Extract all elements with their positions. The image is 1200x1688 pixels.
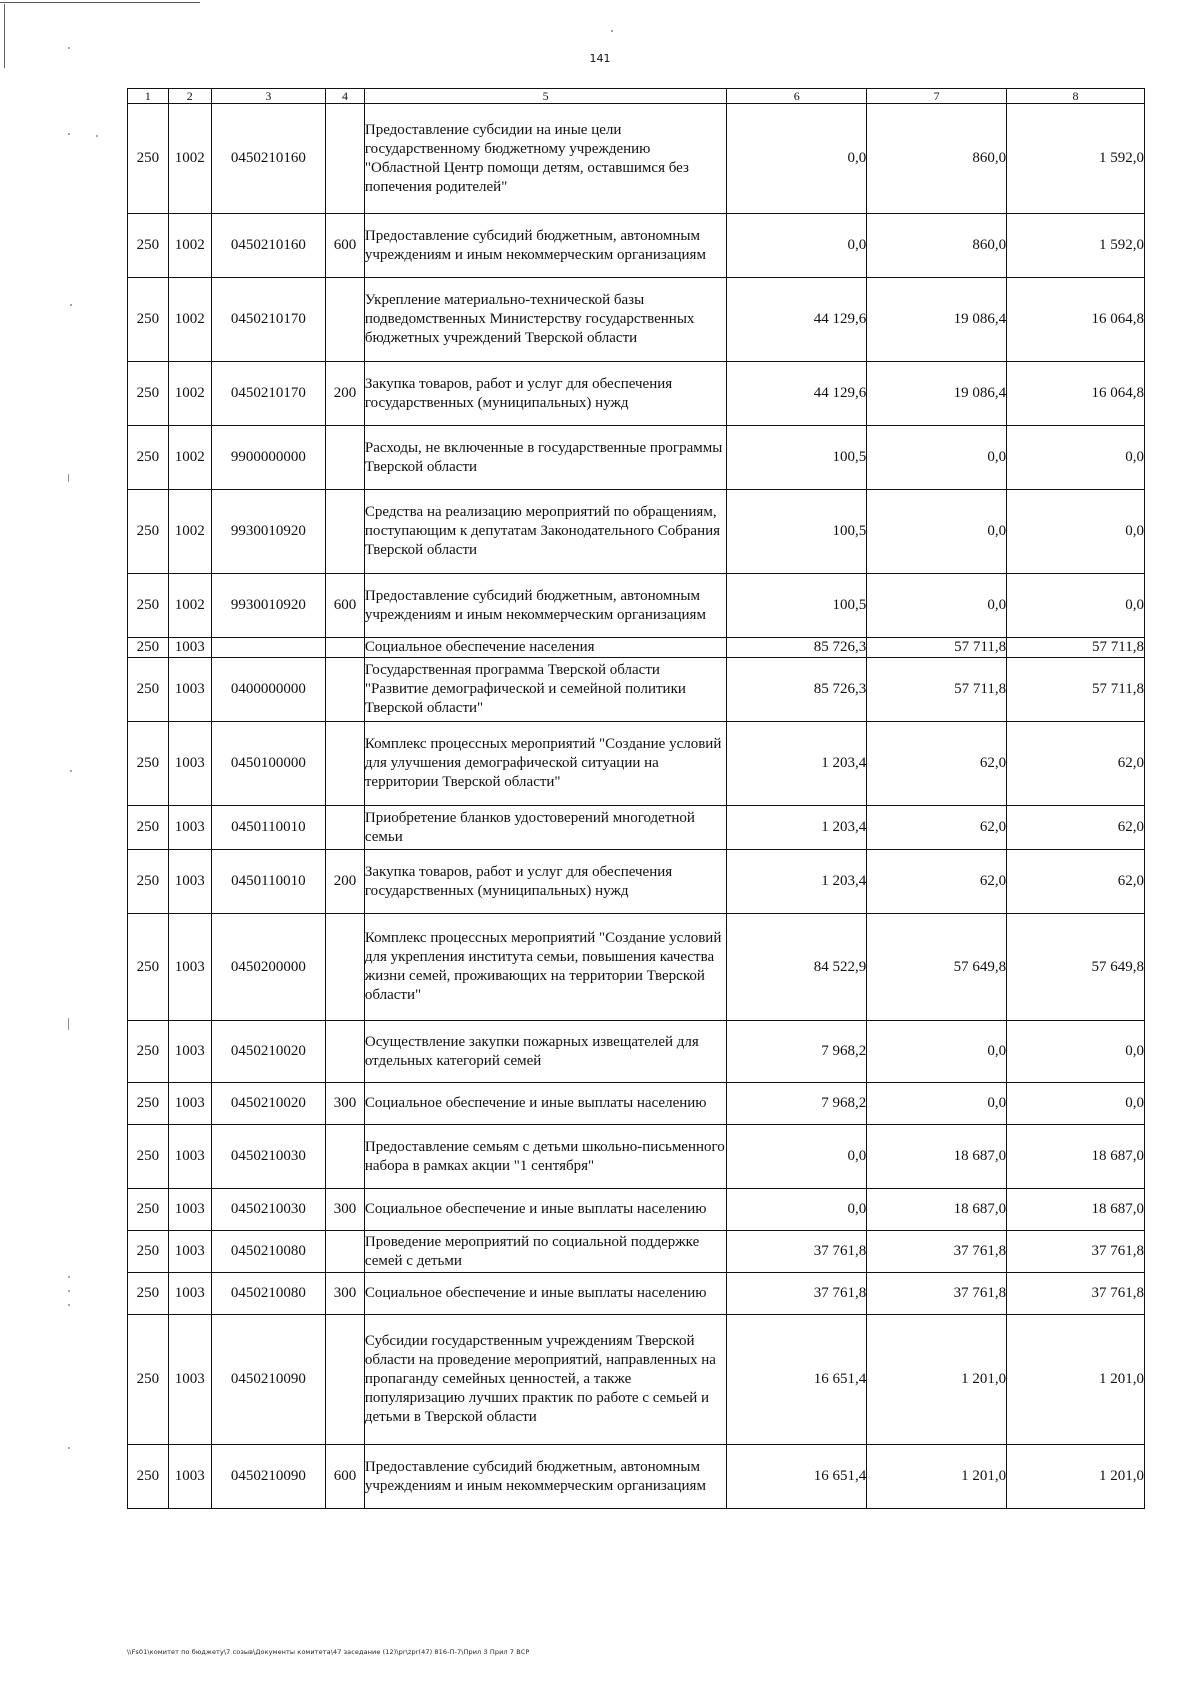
cell-description: Комплекс процессных мероприятий "Создание условий для укрепления института семьи, повышения качества жизни семей, проживающих на территории Тверской области" — [364, 914, 726, 1021]
cell-amount-col7: 18 687,0 — [867, 1125, 1007, 1189]
cell-ministry-code: 250 — [128, 850, 169, 914]
cell-amount-col7: 0,0 — [867, 1021, 1007, 1083]
cell-section-code: 1003 — [168, 806, 211, 850]
cell-expense-type: 600 — [326, 1445, 365, 1509]
cell-target-article: 0450210020 — [211, 1021, 325, 1083]
cell-ministry-code: 250 — [128, 426, 169, 490]
cell-amount-col6: 100,5 — [727, 574, 867, 638]
cell-description: Субсидии государственным учреждениям Тверской области на проведение мероприятий, направленных на пропаганду семейных ценностей, а также популяризацию лучших практик по работе с семьей и детьми в Тверской области — [364, 1315, 726, 1445]
cell-amount-col6: 7 968,2 — [727, 1021, 867, 1083]
cell-section-code: 1003 — [168, 850, 211, 914]
cell-amount-col8: 57 649,8 — [1007, 914, 1145, 1021]
table-row — [128, 278, 1145, 362]
cell-amount-col6: 37 761,8 — [727, 1273, 867, 1315]
table-row — [128, 658, 1145, 722]
cell-description: Предоставление субсидий бюджетным, автономным учреждениям и иным некоммерческим организациям — [364, 574, 726, 638]
cell-amount-col8: 0,0 — [1007, 490, 1145, 574]
table-row — [128, 362, 1145, 426]
cell-amount-col6: 0,0 — [727, 1125, 867, 1189]
cell-description: Государственная программа Тверской области "Развитие демографической и семейной политики Тверской области" — [364, 658, 726, 722]
cell-section-code: 1002 — [168, 214, 211, 278]
cell-description: Осуществление закупки пожарных извещателей для отдельных категорий семей — [364, 1021, 726, 1083]
column-header: 5 — [364, 89, 726, 104]
cell-description: Закупка товаров, работ и услуг для обеспечения государственных (муниципальных) нужд — [364, 362, 726, 426]
table-row — [128, 1445, 1145, 1509]
cell-amount-col7: 62,0 — [867, 806, 1007, 850]
cell-amount-col6: 0,0 — [727, 214, 867, 278]
cell-target-article: 0400000000 — [211, 658, 325, 722]
cell-ministry-code: 250 — [128, 722, 169, 806]
cell-ministry-code: 250 — [128, 490, 169, 574]
cell-expense-type: 200 — [326, 850, 365, 914]
cell-description: Приобретение бланков удостоверений многодетной семьи — [364, 806, 726, 850]
cell-section-code: 1002 — [168, 278, 211, 362]
cell-amount-col8: 57 711,8 — [1007, 638, 1145, 658]
cell-amount-col8: 1 592,0 — [1007, 214, 1145, 278]
cell-description: Укрепление материально-технической базы подведомственных Министерству государственных бюджетных учреждений Тверской области — [364, 278, 726, 362]
cell-section-code: 1003 — [168, 658, 211, 722]
cell-section-code: 1002 — [168, 426, 211, 490]
cell-ministry-code: 250 — [128, 806, 169, 850]
scan-edge-line — [0, 2, 200, 3]
cell-amount-col6: 85 726,3 — [727, 638, 867, 658]
scan-speck — [68, 1304, 70, 1306]
cell-description: Расходы, не включенные в государственные программы Тверской области — [364, 426, 726, 490]
cell-amount-col8: 0,0 — [1007, 574, 1145, 638]
cell-amount-col8: 0,0 — [1007, 1021, 1145, 1083]
cell-expense-type — [326, 426, 365, 490]
cell-section-code: 1002 — [168, 362, 211, 426]
cell-target-article: 9930010920 — [211, 490, 325, 574]
cell-expense-type — [326, 914, 365, 1021]
scan-speck — [70, 304, 72, 306]
cell-description: Предоставление субсидий бюджетным, автономным учреждениям и иным некоммерческим организациям — [364, 214, 726, 278]
scan-speck — [70, 770, 72, 772]
cell-expense-type — [326, 104, 365, 214]
cell-section-code: 1003 — [168, 1189, 211, 1231]
scan-speck — [68, 1447, 70, 1449]
cell-target-article: 0450210160 — [211, 104, 325, 214]
cell-amount-col6: 16 651,4 — [727, 1445, 867, 1509]
cell-amount-col6: 1 203,4 — [727, 850, 867, 914]
cell-amount-col8: 57 711,8 — [1007, 658, 1145, 722]
cell-amount-col6: 7 968,2 — [727, 1083, 867, 1125]
cell-amount-col8: 1 201,0 — [1007, 1315, 1145, 1445]
cell-section-code: 1003 — [168, 1083, 211, 1125]
cell-expense-type: 300 — [326, 1273, 365, 1315]
cell-amount-col6: 16 651,4 — [727, 1315, 867, 1445]
cell-description: Предоставление субсидии на иные цели государственному бюджетному учреждению "Областной Центр помощи детям, оставшимся без попечения родителей" — [364, 104, 726, 214]
cell-section-code: 1002 — [168, 574, 211, 638]
cell-expense-type: 600 — [326, 574, 365, 638]
cell-ministry-code: 250 — [128, 914, 169, 1021]
cell-target-article: 0450210090 — [211, 1445, 325, 1509]
cell-expense-type: 600 — [326, 214, 365, 278]
table-row — [128, 490, 1145, 574]
cell-amount-col6: 84 522,9 — [727, 914, 867, 1021]
cell-amount-col6: 1 203,4 — [727, 722, 867, 806]
cell-target-article: 0450210030 — [211, 1125, 325, 1189]
cell-expense-type: 300 — [326, 1189, 365, 1231]
cell-description: Комплекс процессных мероприятий "Создание условий для улучшения демографической ситуации на территории Тверской области" — [364, 722, 726, 806]
column-header: 7 — [867, 89, 1007, 104]
cell-section-code: 1003 — [168, 1125, 211, 1189]
cell-amount-col6: 37 761,8 — [727, 1231, 867, 1273]
cell-ministry-code: 250 — [128, 1315, 169, 1445]
cell-amount-col7: 860,0 — [867, 104, 1007, 214]
cell-amount-col7: 62,0 — [867, 722, 1007, 806]
cell-target-article: 0450210080 — [211, 1231, 325, 1273]
cell-amount-col8: 18 687,0 — [1007, 1189, 1145, 1231]
cell-target-article: 0450210170 — [211, 278, 325, 362]
table-row — [128, 1315, 1145, 1445]
cell-amount-col7: 0,0 — [867, 1083, 1007, 1125]
cell-amount-col7: 57 649,8 — [867, 914, 1007, 1021]
scan-speck — [68, 47, 70, 49]
cell-ministry-code: 250 — [128, 638, 169, 658]
cell-description: Социальное обеспечение и иные выплаты населению — [364, 1273, 726, 1315]
cell-target-article — [211, 638, 325, 658]
cell-amount-col8: 1 592,0 — [1007, 104, 1145, 214]
scan-speck — [68, 1290, 70, 1292]
cell-section-code: 1002 — [168, 104, 211, 214]
table-row — [128, 914, 1145, 1021]
cell-target-article: 0450210080 — [211, 1273, 325, 1315]
cell-expense-type: 200 — [326, 362, 365, 426]
column-header: 4 — [326, 89, 365, 104]
cell-amount-col8: 0,0 — [1007, 426, 1145, 490]
cell-amount-col7: 37 761,8 — [867, 1231, 1007, 1273]
scan-speck — [68, 1276, 70, 1278]
cell-expense-type: 300 — [326, 1083, 365, 1125]
cell-amount-col7: 19 086,4 — [867, 362, 1007, 426]
cell-amount-col7: 19 086,4 — [867, 278, 1007, 362]
cell-target-article: 0450100000 — [211, 722, 325, 806]
cell-ministry-code: 250 — [128, 214, 169, 278]
cell-ministry-code: 250 — [128, 1021, 169, 1083]
cell-amount-col7: 0,0 — [867, 574, 1007, 638]
cell-expense-type — [326, 1315, 365, 1445]
cell-expense-type — [326, 658, 365, 722]
table-row — [128, 1083, 1145, 1125]
table-row — [128, 214, 1145, 278]
cell-section-code: 1003 — [168, 1231, 211, 1273]
cell-amount-col7: 1 201,0 — [867, 1445, 1007, 1509]
cell-ministry-code: 250 — [128, 278, 169, 362]
table-row — [128, 722, 1145, 806]
cell-amount-col6: 85 726,3 — [727, 658, 867, 722]
column-header: 2 — [168, 89, 211, 104]
table-row — [128, 574, 1145, 638]
cell-ministry-code: 250 — [128, 658, 169, 722]
cell-amount-col8: 0,0 — [1007, 1083, 1145, 1125]
table-row — [128, 426, 1145, 490]
cell-amount-col7: 57 711,8 — [867, 658, 1007, 722]
cell-expense-type — [326, 278, 365, 362]
cell-ministry-code: 250 — [128, 362, 169, 426]
scan-speck — [68, 474, 69, 482]
cell-ministry-code: 250 — [128, 1189, 169, 1231]
cell-target-article: 0450200000 — [211, 914, 325, 1021]
cell-target-article: 0450210030 — [211, 1189, 325, 1231]
cell-amount-col7: 18 687,0 — [867, 1189, 1007, 1231]
table-row — [128, 1125, 1145, 1189]
cell-expense-type — [326, 1231, 365, 1273]
cell-amount-col6: 0,0 — [727, 1189, 867, 1231]
cell-amount-col6: 44 129,6 — [727, 278, 867, 362]
cell-description: Закупка товаров, работ и услуг для обеспечения государственных (муниципальных) нужд — [364, 850, 726, 914]
cell-expense-type — [326, 722, 365, 806]
cell-ministry-code: 250 — [128, 1125, 169, 1189]
cell-description: Социальное обеспечение и иные выплаты населению — [364, 1083, 726, 1125]
table-row — [128, 1273, 1145, 1315]
scan-speck — [68, 133, 70, 135]
cell-expense-type — [326, 638, 365, 658]
cell-section-code: 1003 — [168, 1021, 211, 1083]
cell-amount-col6: 44 129,6 — [727, 362, 867, 426]
cell-ministry-code: 250 — [128, 1083, 169, 1125]
column-header: 6 — [727, 89, 867, 104]
cell-target-article: 0450210090 — [211, 1315, 325, 1445]
cell-target-article: 0450210020 — [211, 1083, 325, 1125]
cell-amount-col8: 18 687,0 — [1007, 1125, 1145, 1189]
cell-section-code: 1003 — [168, 1273, 211, 1315]
cell-expense-type — [326, 1125, 365, 1189]
cell-amount-col8: 16 064,8 — [1007, 278, 1145, 362]
budget-table — [127, 88, 1145, 1509]
cell-target-article: 9930010920 — [211, 574, 325, 638]
cell-amount-col8: 62,0 — [1007, 850, 1145, 914]
cell-section-code: 1003 — [168, 914, 211, 1021]
cell-target-article: 0450110010 — [211, 806, 325, 850]
cell-description: Проведение мероприятий по социальной поддержке семей с детьми — [364, 1231, 726, 1273]
cell-amount-col6: 1 203,4 — [727, 806, 867, 850]
cell-description: Социальное обеспечение и иные выплаты населению — [364, 1189, 726, 1231]
scan-speck — [611, 30, 613, 32]
cell-amount-col8: 37 761,8 — [1007, 1273, 1145, 1315]
cell-amount-col8: 62,0 — [1007, 806, 1145, 850]
cell-target-article: 0450110010 — [211, 850, 325, 914]
column-number-row — [128, 89, 1145, 104]
column-header: 1 — [128, 89, 169, 104]
cell-amount-col7: 0,0 — [867, 426, 1007, 490]
cell-target-article: 0450210170 — [211, 362, 325, 426]
cell-expense-type — [326, 490, 365, 574]
cell-section-code: 1003 — [168, 638, 211, 658]
cell-ministry-code: 250 — [128, 104, 169, 214]
cell-amount-col7: 1 201,0 — [867, 1315, 1007, 1445]
cell-expense-type — [326, 806, 365, 850]
cell-ministry-code: 250 — [128, 1231, 169, 1273]
cell-amount-col7: 860,0 — [867, 214, 1007, 278]
cell-amount-col6: 0,0 — [727, 104, 867, 214]
cell-description: Средства на реализацию мероприятий по обращениям, поступающим к депутатам Законодательного Собрания Тверской области — [364, 490, 726, 574]
cell-amount-col8: 1 201,0 — [1007, 1445, 1145, 1509]
table-row — [128, 1231, 1145, 1273]
cell-amount-col8: 16 064,8 — [1007, 362, 1145, 426]
cell-section-code: 1003 — [168, 1445, 211, 1509]
scan-speck — [96, 135, 98, 137]
cell-description: Предоставление семьям с детьми школьно-письменного набора в рамках акции "1 сентября" — [364, 1125, 726, 1189]
cell-description: Предоставление субсидий бюджетным, автономным учреждениям и иным некоммерческим организациям — [364, 1445, 726, 1509]
cell-expense-type — [326, 1021, 365, 1083]
cell-section-code: 1003 — [168, 1315, 211, 1445]
cell-target-article: 9900000000 — [211, 426, 325, 490]
cell-ministry-code: 250 — [128, 1273, 169, 1315]
cell-target-article: 0450210160 — [211, 214, 325, 278]
cell-section-code: 1002 — [168, 490, 211, 574]
cell-ministry-code: 250 — [128, 574, 169, 638]
cell-amount-col7: 57 711,8 — [867, 638, 1007, 658]
file-path-footer: \\Fs01\комитет по бюджету\7 созыв\Документы комитета\47 заседание (12)\pr\zpr(47) 816-П-7\Прил 3 Прил 7 ВСР — [127, 1648, 530, 1656]
cell-section-code: 1003 — [168, 722, 211, 806]
cell-description: Социальное обеспечение населения — [364, 638, 726, 658]
cell-amount-col6: 100,5 — [727, 490, 867, 574]
cell-ministry-code: 250 — [128, 1445, 169, 1509]
page-number: 141 — [589, 52, 611, 65]
table-row — [128, 806, 1145, 850]
cell-amount-col8: 37 761,8 — [1007, 1231, 1145, 1273]
scan-speck — [68, 1018, 69, 1030]
table-row — [128, 850, 1145, 914]
cell-amount-col7: 0,0 — [867, 490, 1007, 574]
table-row — [128, 638, 1145, 658]
cell-amount-col7: 37 761,8 — [867, 1273, 1007, 1315]
column-header: 3 — [211, 89, 325, 104]
table-row — [128, 1189, 1145, 1231]
column-header: 8 — [1007, 89, 1145, 104]
cell-amount-col8: 62,0 — [1007, 722, 1145, 806]
table-row — [128, 104, 1145, 214]
cell-amount-col7: 62,0 — [867, 850, 1007, 914]
table-row — [128, 1021, 1145, 1083]
cell-amount-col6: 100,5 — [727, 426, 867, 490]
